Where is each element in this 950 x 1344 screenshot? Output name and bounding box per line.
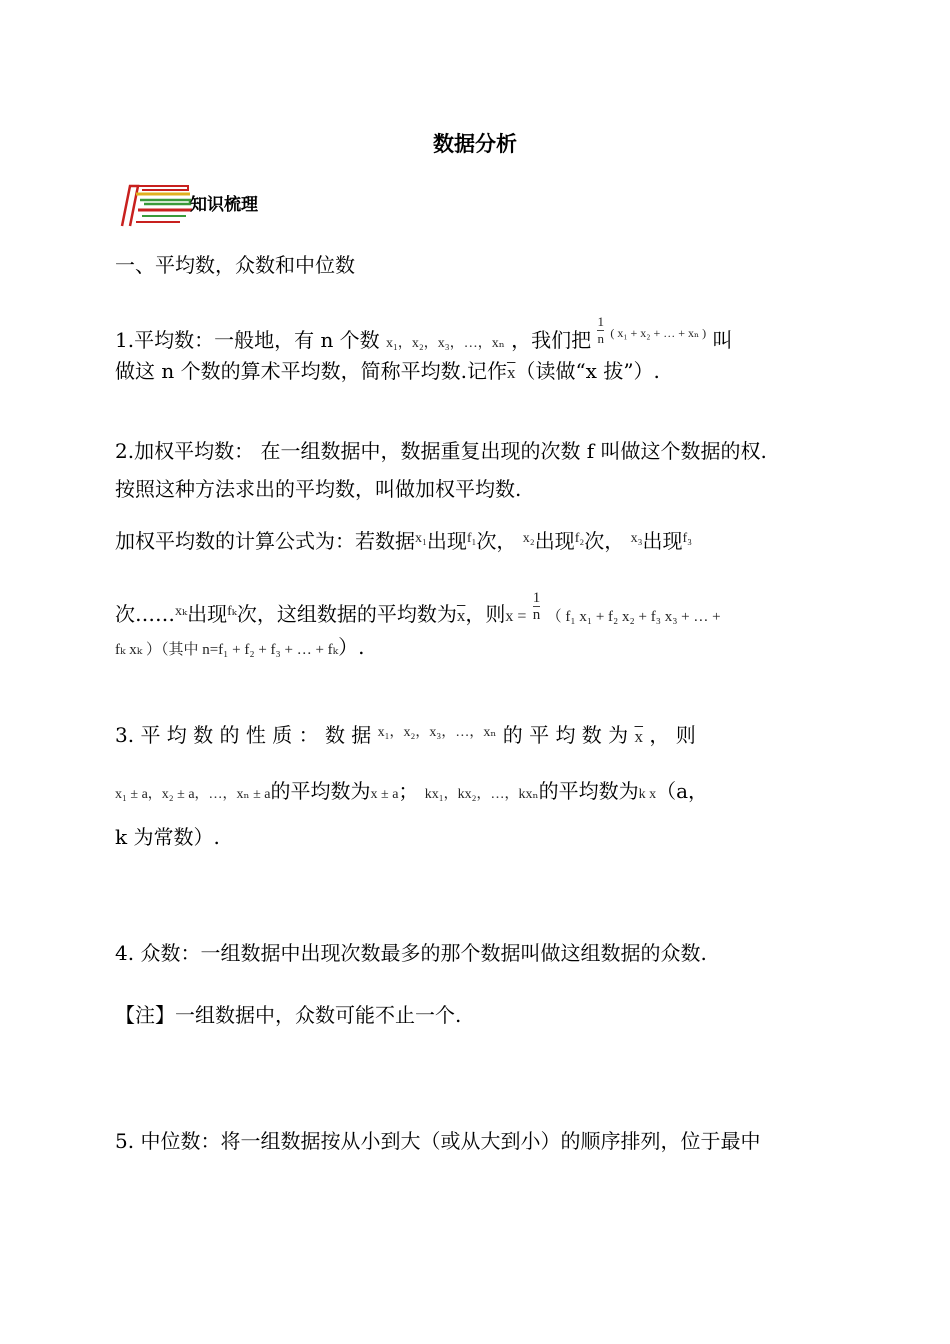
para4-mode: 4. 众数：一组数据中出现次数最多的那个数据叫做这组数据的众数.	[115, 941, 707, 965]
var-x3: x₃	[630, 531, 643, 546]
para3-text-b: 的 平 均 数 为	[502, 723, 629, 747]
heading-averages: 一、平均数，众数和中位数	[115, 253, 355, 277]
para1-text-c: 叫	[712, 328, 733, 352]
para3-line3: k 为常数）.	[115, 825, 220, 849]
para2-text: 出现	[426, 529, 467, 553]
var-f3: f₃	[682, 531, 693, 546]
books-icon	[116, 180, 196, 228]
para1-text-e: （读做“x 拔”）.	[515, 359, 660, 383]
xbar-symbol: $\overline{x}$	[456, 606, 466, 625]
page-title: 数据分析	[433, 132, 517, 156]
para3-shifted-vars: x₁ ± a，x₂ ± a，…，xₙ ± a	[115, 787, 271, 802]
para2-text: 出现	[534, 529, 575, 553]
para2-text: ，则	[465, 602, 506, 626]
para2-text: 次，	[476, 529, 517, 553]
k-xbar: k x	[638, 787, 657, 802]
var-f2: f₂	[574, 531, 585, 546]
fraction-denominator: n	[532, 607, 541, 623]
para2-line3	[115, 526, 692, 554]
fraction-numerator: 1	[597, 314, 604, 329]
para3-text: 的平均数为	[538, 779, 639, 803]
fraction-denominator: n	[597, 331, 604, 346]
para3-text: 的平均数为	[270, 779, 371, 803]
para2-text: 次，这组数据的平均数为	[236, 602, 457, 626]
var-xk: xₖ	[175, 604, 188, 619]
section-header	[116, 180, 316, 228]
para2-text: 次，	[584, 529, 625, 553]
note-mode: 【注】一组数据中，众数可能不止一个.	[115, 1003, 462, 1027]
weights-sum: f₁ + f₂ + f₃ + … + fₖ	[218, 642, 339, 658]
para2-text: ）.	[338, 635, 365, 659]
xbar-symbol: $\overline{x}$	[634, 727, 644, 746]
section-label: 知识梳理	[190, 195, 258, 215]
para3-line1	[115, 720, 696, 750]
para1-formula-sum: ( x₁ + x₂ + … + xₙ )	[610, 326, 707, 340]
para2-text-c: 加权平均数的计算公式为：若数据	[115, 529, 415, 553]
var-fk: fₖ	[227, 604, 237, 619]
para1-text-b: ，我们把	[511, 328, 592, 352]
para1-fraction	[597, 314, 604, 347]
para1-line1	[115, 314, 733, 357]
weighted-sum: （ f₁ x₁ + f₂ x₂ + f₃ x₃ + … +	[546, 609, 721, 625]
para3-line2	[115, 778, 708, 808]
para3-text: ；	[398, 779, 419, 803]
para3-text-c: ， 则	[649, 723, 696, 747]
xbar-plus-minus-a: x ± a	[370, 787, 399, 802]
para1-text-d: 做这 n 个数的算术平均数，简称平均数.记作	[115, 359, 507, 383]
xbar-symbol: $\overline{x}$	[506, 363, 516, 382]
para2-text: 出现	[642, 529, 683, 553]
para2-line2: 按照这种方法求出的平均数，叫做加权平均数.	[115, 477, 522, 501]
var-f1: f₁	[466, 531, 477, 546]
var-x1: x₁	[415, 531, 427, 546]
para1-vars: x₁，x₂，x₃，…，xₙ	[386, 336, 505, 351]
para1-line2	[115, 358, 660, 386]
weighted-fraction	[533, 590, 541, 623]
para3-text: （a，	[656, 779, 709, 803]
para1-text-a: 1.平均数：一般地，有 n 个数	[115, 328, 380, 352]
para3-text-a: 3. 平 均 数 的 性 质 ： 数 据	[115, 723, 372, 747]
para3-vars: x₁，x₂，x₃，…，xₙ	[377, 725, 497, 740]
var-x2: x₂	[522, 531, 535, 546]
para2-text: 次……	[115, 602, 175, 626]
para2-line5	[115, 634, 365, 663]
fraction-numerator: 1	[532, 590, 541, 606]
para2-text-e: fₖ xₖ ）（其中 n=	[115, 642, 219, 658]
para5-median: 5. 中位数：将一组数据按从小到大（或从大到小）的顺序排列，位于最中	[115, 1129, 761, 1153]
para2-text: 出现	[187, 602, 228, 626]
para2-line1: 2.加权平均数： 在一组数据中，数据重复出现的次数 f 叫做这个数据的权.	[115, 439, 767, 463]
xbar-equals: x =	[505, 608, 527, 625]
para2-line4	[115, 590, 721, 630]
para3-scaled-vars: kx₁，kx₂，…，kxₙ	[424, 787, 539, 802]
